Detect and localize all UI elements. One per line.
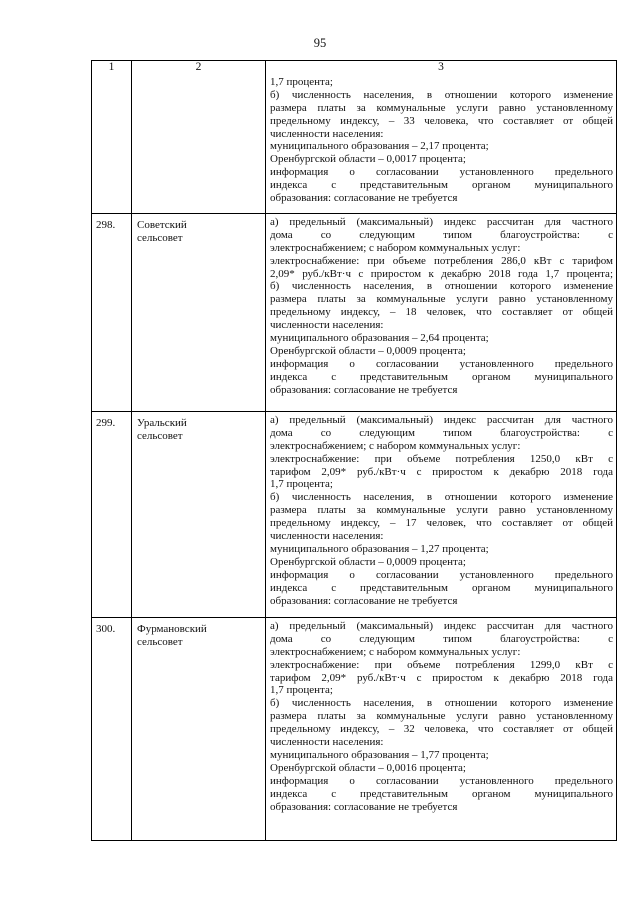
text-line: муниципального образования – 1,27 процента; — [270, 542, 489, 555]
text-line: Оренбургской области – 0,0009 процента; — [270, 555, 466, 568]
index-info-cell — [266, 74, 616, 213]
text-line: муниципального образования – 1,77 процента; — [270, 748, 489, 761]
settlement-name-line: сельсовет — [137, 635, 183, 648]
text-line: дома со следующим типом благоустройства: с — [270, 632, 613, 645]
text-line: размера платы за коммунальные услуги равно установленному — [270, 504, 613, 517]
text-line: 1,7 процента; — [270, 684, 333, 697]
settlement-name-cell — [132, 74, 266, 213]
index-info-cell — [266, 214, 616, 411]
text-line: муниципального образования – 2,64 процента; — [270, 332, 489, 345]
text-line: информация о согласовании установленного предельного — [270, 568, 613, 581]
text-line: информация о согласовании установленного предельного — [270, 774, 613, 787]
text-line: индекса с представительным органом муниципального — [270, 787, 613, 800]
text-line: Оренбургской области – 0,0017 процента; — [270, 153, 466, 166]
page-number: 95 — [313, 36, 327, 50]
text-line: электроснабжение: при объеме потребления 286,0 кВт с тарифом — [270, 254, 613, 267]
text-line: б) численность населения, в отношении которого изменение — [270, 280, 613, 293]
text-line: б) численность населения, в отношении которого изменение — [270, 697, 613, 710]
text-line: электроснабжение: при объеме потребления 1299,0 кВт с — [270, 658, 613, 671]
row-number-cell — [92, 74, 132, 213]
text-line: тарифом 2,09* руб./кВт·ч с приростом к декабрю 2018 года — [270, 465, 613, 478]
text-line: размера платы за коммунальные услуги равно установленному — [270, 293, 613, 306]
text-line: электроснабжением; с набором коммунальных услуг: — [270, 645, 521, 658]
index-info-cell — [266, 412, 616, 617]
text-line: размера платы за коммунальные услуги равно установленному — [270, 710, 613, 723]
header-cell-1: 1 — [92, 61, 132, 74]
text-line: образования: согласование не требуется — [270, 383, 458, 396]
text-line: дома со следующим типом благоустройства: с — [270, 426, 613, 439]
text-line: образования: согласование не требуется — [270, 192, 458, 205]
text-line: предельному индексу, – 18 человек, что составляет от общей — [270, 306, 613, 319]
text-line: Оренбургской области – 0,0016 процента; — [270, 761, 466, 774]
text-line: б) численность населения, в отношении которого изменение — [270, 491, 613, 504]
settlement-name-line: Советский — [137, 219, 187, 231]
table-row — [92, 617, 616, 840]
row-number-cell: 300. — [92, 618, 132, 840]
text-line: образования: согласование не требуется — [270, 800, 458, 813]
text-line: тарифом 2,09* руб./кВт·ч с приростом к декабрю 2018 года — [270, 671, 613, 684]
text-line: 1,7 процента; — [270, 478, 333, 491]
settlement-name-line: сельсовет — [137, 429, 183, 442]
text-line: информация о согласовании установленного предельного — [270, 357, 613, 370]
row-number-cell: 299. — [92, 412, 132, 617]
index-info-cell — [266, 618, 616, 840]
text-line: образования: согласование не требуется — [270, 594, 458, 607]
table-row — [92, 213, 616, 411]
text-line: численности населения: — [270, 127, 384, 140]
text-line: Оренбургской области – 0,0009 процента; — [270, 344, 466, 357]
text-line: индекса с представительным органом муниципального — [270, 179, 613, 192]
settlement-name-line: сельсовет — [137, 231, 183, 244]
text-line: 1,7 процента; — [270, 76, 333, 88]
text-line: электроснабжением; с набором коммунальных услуг: — [270, 241, 521, 254]
text-line: информация о согласовании установленного предельного — [270, 166, 613, 179]
row-number-cell: 298. — [92, 214, 132, 411]
text-line: муниципального образования – 2,17 процента; — [270, 140, 489, 153]
table-row — [92, 411, 616, 617]
text-line: 2,09* руб./кВт·ч с приростом к декабрю 2018 года 1,7 процента; — [270, 267, 613, 280]
text-line: а) предельный (максимальный) индекс рассчитан для частного — [270, 620, 613, 632]
text-line: индекса с представительным органом муниципального — [270, 370, 613, 383]
header-cell-3: 3 — [438, 61, 444, 73]
text-line: предельному индексу, – 17 человек, что составляет от общей — [270, 517, 613, 530]
text-line: а) предельный (максимальный) индекс рассчитан для частного — [270, 216, 613, 228]
data-table — [91, 60, 617, 841]
text-line: дома со следующим типом благоустройства: с — [270, 228, 613, 241]
table-row — [92, 74, 616, 213]
text-line: численности населения: — [270, 530, 384, 543]
text-line: размера платы за коммунальные услуги равно установленному — [270, 101, 613, 114]
text-line: б) численность населения, в отношении которого изменение — [270, 88, 613, 101]
text-line: электроснабжение: при объеме потребления 1250,0 кВт с — [270, 452, 613, 465]
text-line: а) предельный (максимальный) индекс рассчитан для частного — [270, 414, 613, 426]
text-line: индекса с представительным органом муниципального — [270, 581, 613, 594]
text-line: предельному индексу, – 33 человека, что составляет от общей — [270, 114, 613, 127]
settlement-name-line: Уральский — [137, 417, 187, 429]
text-line: предельному индексу, – 32 человека, что составляет от общей — [270, 723, 613, 736]
settlement-name-cell — [132, 214, 266, 411]
header-cell-2: 2 — [132, 61, 266, 74]
text-line: численности населения: — [270, 319, 384, 332]
settlement-name-cell — [132, 618, 266, 840]
text-line: численности населения: — [270, 736, 384, 749]
table-header-row — [92, 61, 616, 74]
settlement-name-cell — [132, 412, 266, 617]
text-line: электроснабжением; с набором коммунальных услуг: — [270, 439, 521, 452]
settlement-name-line: Фурмановский — [137, 623, 207, 635]
